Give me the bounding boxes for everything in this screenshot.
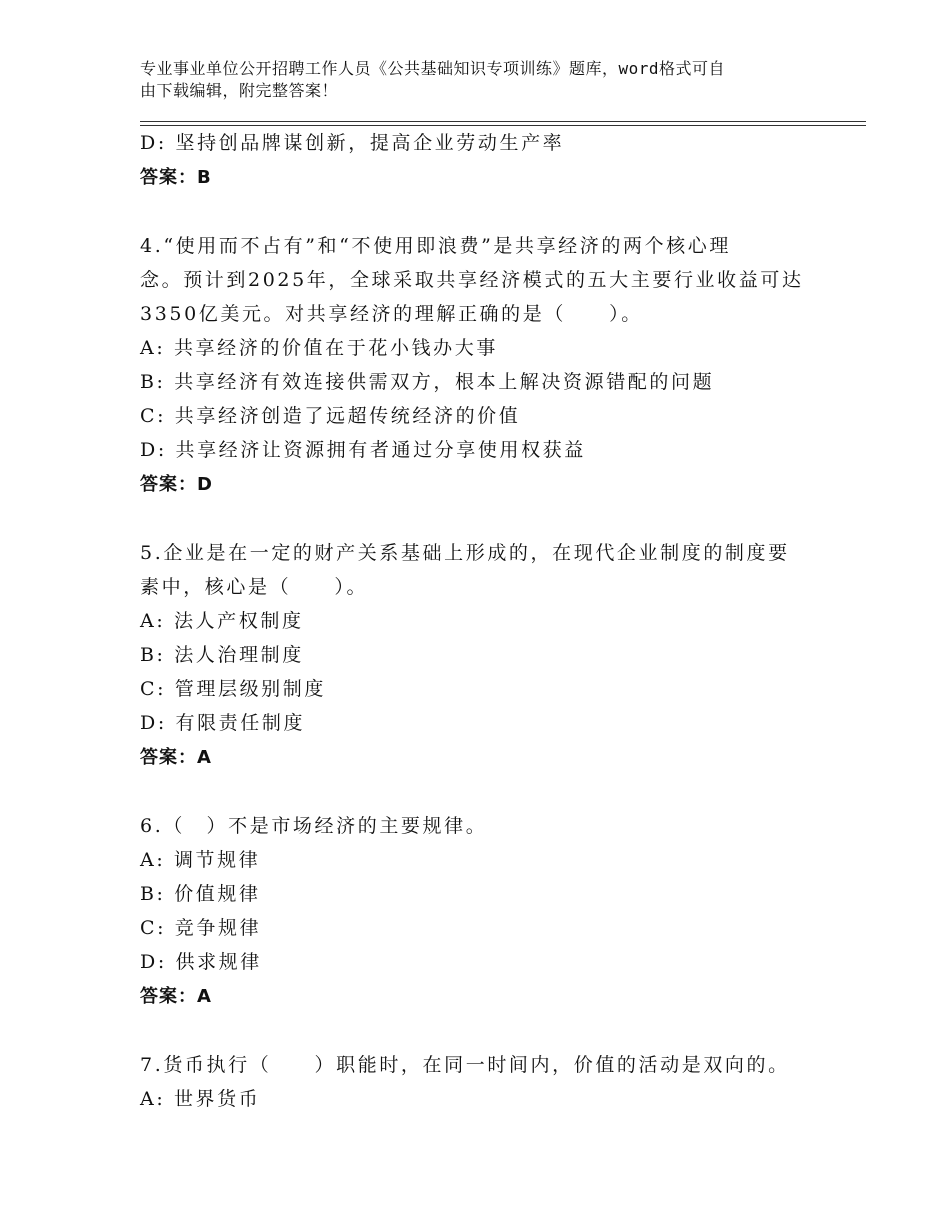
page-header — [140, 58, 820, 102]
header-divider — [140, 121, 866, 122]
answer-label: 答案：B — [140, 167, 212, 188]
header-line-2: 由下载编辑，附完整答案！ — [140, 81, 339, 100]
option-b: B: 法人治理制度 — [140, 644, 304, 666]
option-b: B: 共享经济有效连接供需双方，根本上解决资源错配的问题 — [140, 371, 715, 393]
option-a: A: 世界货币 — [140, 1088, 261, 1110]
option-b: B: 价值规律 — [140, 883, 261, 905]
option-a: A: 法人产权制度 — [140, 610, 304, 632]
question-stem-line: 素中，核心是（ ）。 — [140, 576, 369, 598]
option-d: D: 有限责任制度 — [140, 712, 306, 734]
question-stem-line: 6.（ ）不是市场经济的主要规律。 — [140, 815, 488, 837]
option-c: C: 竞争规律 — [140, 917, 262, 939]
option-d: D: 供求规律 — [140, 951, 262, 973]
option-a: A: 调节规律 — [140, 849, 261, 871]
option-d: D: 共享经济让资源拥有者通过分享使用权获益 — [140, 439, 586, 461]
question-stem-line: 念。预计到2025年，全球采取共享经济模式的五大主要行业收益可达 — [140, 269, 804, 291]
answer-label: 答案：A — [140, 986, 212, 1007]
option-c: C: 管理层级别制度 — [140, 678, 326, 700]
answer-label: 答案：A — [140, 747, 212, 768]
header-line-1: 专业事业单位公开招聘工作人员《公共基础知识专项训练》题库，word格式可自 — [140, 59, 726, 78]
option-a: A: 共享经济的价值在于花小钱办大事 — [140, 337, 498, 359]
question-stem-line: 7.货币执行（ ）职能时，在同一时间内，价值的活动是双向的。 — [140, 1054, 790, 1076]
option-c: C: 共享经济创造了远超传统经济的价值 — [140, 405, 521, 427]
header-divider-thin — [140, 125, 866, 126]
answer-label: 答案：D — [140, 474, 213, 495]
question-stem-line: 5.企业是在一定的财产关系基础上形成的，在现代企业制度的制度要 — [140, 542, 790, 564]
option-d: D: 坚持创品牌谋创新，提高企业劳动生产率 — [140, 132, 565, 154]
question-stem-line: 4.“使用而不占有”和“不使用即浪费”是共享经济的两个核心理 — [140, 235, 731, 257]
question-stem-line: 3350亿美元。对共享经济的理解正确的是（ ）。 — [140, 303, 643, 325]
